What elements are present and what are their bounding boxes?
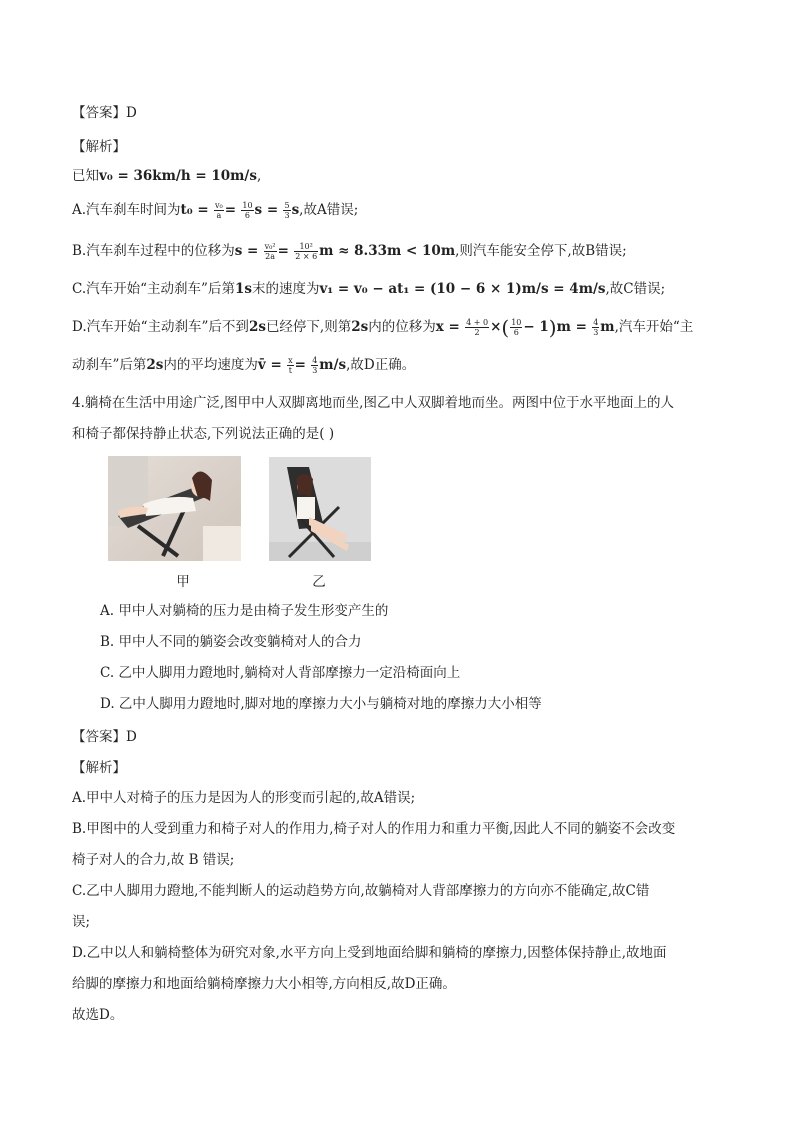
d2-unit: m/s — [319, 357, 347, 373]
option-a-analysis — [72, 200, 358, 220]
fraction — [264, 242, 277, 261]
question-4-stem-line1: 4.躺椅在生活中用途广泛,图甲中人双脚离地而坐,图乙中人双脚着地而坐。两图中位于水平地面上的人 — [72, 395, 674, 411]
d-rp: ) — [548, 315, 557, 340]
a-t0: t₀ = — [180, 202, 209, 218]
d-lp: ( — [501, 315, 510, 340]
fraction — [287, 356, 294, 375]
explanation-line: 给脚的摩擦力和地面给躺椅摩擦力大小相等,方向相反,故D正确。 — [72, 976, 456, 992]
known-line — [72, 166, 261, 186]
explanation-line: B.甲图中的人受到重力和椅子对人的作用力,椅子对人的作用力和重力平衡,因此人不同的躺姿不会改变 — [72, 821, 676, 837]
recliner-photo-b — [269, 457, 371, 561]
option-a: A. 甲中人对躺椅的压力是由椅子发生形变产生的 — [100, 603, 389, 619]
frac-num: 10 — [242, 201, 253, 210]
d-2s: 2s — [248, 319, 266, 335]
fraction — [510, 318, 522, 337]
a-prefix: A.汽车刹车时间为 — [72, 202, 181, 218]
option-d-analysis-cont — [72, 355, 415, 375]
d2-eq: = — [294, 357, 306, 373]
fraction — [592, 318, 599, 337]
known-suffix: , — [256, 168, 262, 184]
explanation-line: C.乙中人脚用力蹬地,不能判断人的运动趋势方向,故躺椅对人背部摩擦力的方向亦不能确定,故C错 — [72, 883, 650, 899]
d-2s-b: 2s — [351, 319, 369, 335]
frac-den: 2 × 6 — [295, 252, 318, 261]
option-b: B. 甲中人不同的躺姿会改变躺椅对人的合力 — [100, 634, 362, 650]
c-prefix: C.汽车开始“主动刹车”后第 — [72, 281, 235, 297]
frac-num: v₀² — [264, 242, 276, 251]
d-x: x = — [435, 319, 460, 335]
a-eq: = — [224, 202, 237, 218]
known-formula: v₀ = 36km/h = 10m/s — [99, 168, 257, 184]
option-d-analysis — [72, 317, 693, 338]
d-minus: − 1 — [523, 319, 549, 335]
explanation-line: 误; — [72, 914, 91, 930]
b-suffix: ,则汽车能安全停下,故B错误; — [455, 243, 627, 259]
answer-label-q4: 【答案】D — [72, 729, 137, 745]
option-b-analysis — [72, 241, 627, 261]
a-unit: s — [291, 202, 300, 218]
frac-den: 6 — [244, 211, 250, 220]
c-suffix: ,故C错误; — [605, 281, 666, 297]
explanation-line: 椅子对人的合力,故 B 错误; — [72, 852, 235, 868]
fraction — [311, 356, 318, 375]
frac-num: x — [288, 356, 293, 365]
recliner-photo-a — [108, 456, 241, 561]
answer-label-q3: 【答案】D — [72, 105, 137, 121]
d-mid2: 内的位移为 — [368, 319, 436, 335]
d2-v: v̄ = — [257, 357, 282, 373]
frac-num: 4 — [312, 356, 318, 365]
explanation-line: A.甲中人对椅子的压力是因为人的形变而引起的,故A错误; — [72, 790, 416, 806]
frac-num: 10 — [511, 318, 522, 327]
option-d: D. 乙中人脚用力蹬地时,脚对地的摩擦力大小与躺椅对地的摩擦力大小相等 — [100, 696, 542, 712]
frac-num: 10² — [294, 242, 318, 252]
fraction — [214, 201, 224, 220]
d-times: × — [490, 319, 502, 335]
known-prefix: 已知 — [72, 168, 99, 184]
question-4-stem-line2: 和椅子都保持静止状态,下列说法正确的是( ) — [72, 426, 335, 442]
d-m: m = — [556, 319, 587, 335]
option-c-analysis — [72, 279, 665, 299]
frac-num: 5 — [284, 201, 290, 210]
d2-suffix: ,故D正确。 — [346, 357, 416, 373]
d-unit: m — [600, 319, 615, 335]
b-s: s = — [234, 243, 259, 259]
conclusion-line: 故选D。 — [72, 1007, 124, 1023]
frac-num: 4 + 0 — [466, 318, 489, 327]
frac-den: 3 — [593, 328, 599, 337]
fraction — [241, 201, 253, 220]
recliner-photo-a-drawing — [108, 456, 241, 561]
frac-den: a — [216, 211, 222, 220]
c-1s: 1s — [234, 281, 252, 297]
d2-mid: 内的平均速度为 — [163, 357, 258, 373]
frac-den: 6 — [513, 328, 519, 337]
fraction — [465, 318, 489, 337]
explanation-line: D.乙中以人和躺椅整体为研究对象,水平方向上受到地面给脚和躺椅的摩擦力,因整体保持静止,故地面 — [72, 945, 667, 961]
a-s-eq: s = — [254, 202, 279, 218]
d2-2s: 2s — [146, 357, 164, 373]
d-suffix: ,汽车开始“主 — [614, 319, 694, 335]
frac-den: t — [288, 366, 292, 375]
analysis-label-q3: 【解析】 — [72, 139, 126, 155]
frac-den: 3 — [312, 366, 318, 375]
fraction — [283, 201, 290, 220]
d2-prefix: 动刹车”后第 — [72, 357, 147, 373]
option-c: C. 乙中人脚用力蹬地时,躺椅对人背部摩擦力一定沿椅面向上 — [100, 665, 461, 681]
caption-a: 甲 — [176, 574, 190, 590]
frac-num: v₀ — [215, 201, 223, 210]
b-prefix: B.汽车刹车过程中的位移为 — [72, 243, 235, 259]
analysis-label-q4: 【解析】 — [72, 760, 126, 776]
frac-den: 2 — [474, 328, 480, 337]
fraction — [294, 242, 318, 261]
b-eq: = — [277, 243, 289, 259]
d-mid: 已经停下,则第 — [265, 319, 352, 335]
c-mid: 末的速度为 — [251, 281, 320, 297]
d-prefix: D.汽车开始“主动刹车”后不到 — [72, 319, 249, 335]
caption-b: 乙 — [312, 574, 326, 590]
recliner-photo-b-drawing — [269, 457, 371, 561]
b-rest: m ≈ 8.33m < 10m — [319, 243, 456, 259]
a-suffix: ,故A错误; — [299, 202, 359, 218]
frac-den: 3 — [284, 211, 290, 220]
frac-den: 2a — [265, 252, 276, 261]
frac-num: 4 — [593, 318, 599, 327]
c-formula: v₁ = v₀ − at₁ = (10 − 6 × 1)m/s = 4m/s — [319, 281, 606, 297]
